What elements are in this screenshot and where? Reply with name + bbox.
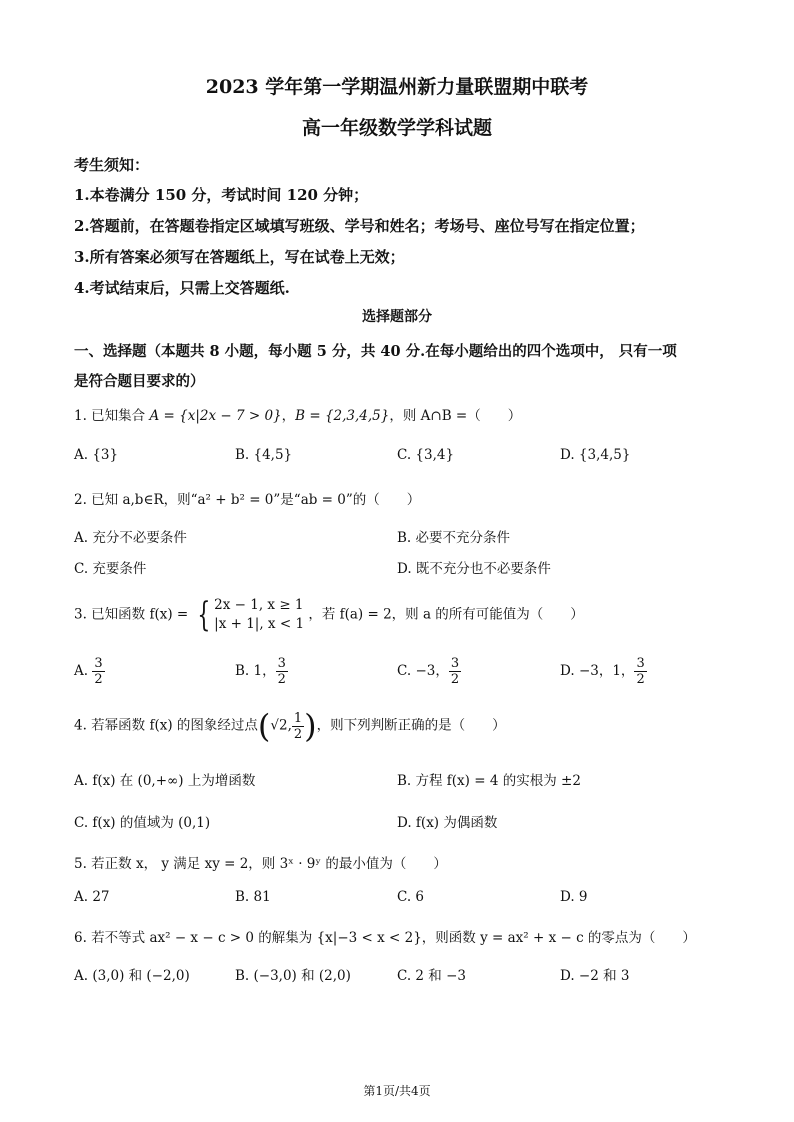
- left-brace: {: [196, 595, 210, 635]
- question-1-separator: ，: [281, 408, 296, 424]
- option-label: B.: [235, 663, 250, 679]
- option-prefix: −3，1，: [578, 663, 635, 679]
- question-3: [74, 596, 584, 634]
- set-a-formula: A = {x|2x − 7 > 0}: [149, 408, 282, 424]
- piece-2: |x + 1|, x < 1: [214, 616, 305, 632]
- question-1-option-a: A. {3}: [74, 447, 119, 463]
- option-prefix: 1，: [253, 663, 276, 679]
- set-b-formula: B = {2,3,4,5}: [295, 408, 390, 424]
- question-3-prefix: 3. 已知函数 f(x) =: [74, 606, 189, 623]
- question-3-option-d: [560, 656, 647, 687]
- question-5: 5. 若正数 x， y 满足 xy = 2，则 3ˣ · 9ʸ 的最小值为（ ）: [74, 856, 447, 872]
- question-6: 6. 若不等式 ax² − x − c > 0 的解集为 {x|−3 < x < 2}，则函数 y = ax² + x − c 的零点为（ ）: [74, 930, 696, 946]
- question-3-option-b: [235, 656, 288, 687]
- denominator: 2: [277, 672, 286, 687]
- option-label: A.: [74, 663, 89, 679]
- numerator: 3: [94, 656, 103, 671]
- question-3-option-c: [397, 656, 461, 687]
- question-6-option-b: B. (−3,0) 和 (2,0): [235, 968, 351, 984]
- exam-title: 2023 学年第一学期温州新力量联盟期中联考: [205, 76, 589, 98]
- question-1: [74, 404, 521, 424]
- question-3-suffix: ，若 f(a) = 2，则 a 的所有可能值为（ ）: [308, 606, 584, 623]
- option-prefix: −3，: [415, 663, 449, 679]
- note-item: 3.所有答案必须写在答题纸上，写在试卷上无效；: [74, 248, 405, 266]
- section-instruction: 一、选择题（本题共 8 小题，每小题 5 分，共 40 分.在每小题给出的四个选项中， 只有一项: [74, 343, 677, 360]
- question-4-option-d: D. f(x) 为偶函数: [397, 815, 498, 831]
- question-3-option-a: [74, 656, 105, 687]
- numerator: 1: [293, 710, 303, 726]
- numerator: 3: [450, 656, 460, 671]
- question-5-option-d: D. 9: [560, 889, 588, 905]
- question-1-suffix: ，则 A∩B =（ ）: [389, 408, 522, 424]
- left-paren: (: [257, 707, 271, 745]
- question-4-prefix: 4. 若幂函数 f(x) 的图象经过点: [74, 717, 258, 734]
- piecewise-definition: [214, 596, 304, 634]
- question-6-option-c: C. 2 和 −3: [397, 968, 467, 984]
- option-label: D.: [560, 663, 575, 679]
- question-2-option-d: D. 既不充分也不必要条件: [397, 561, 551, 577]
- notes-heading: 考生须知：: [74, 156, 150, 174]
- question-5-option-c: C. 6: [397, 889, 425, 905]
- denominator: 2: [450, 672, 460, 687]
- section-title: 选择题部分: [362, 309, 432, 325]
- denominator: 2: [94, 672, 103, 687]
- question-2: 2. 已知 a,b∈R，则“a² + b² = 0”是“ab = 0”的（ ）: [74, 492, 421, 508]
- question-4-option-a: A. f(x) 在 (0,+∞) 上为增函数: [74, 773, 256, 789]
- fraction: [92, 656, 104, 687]
- option-label: C.: [397, 663, 412, 679]
- question-2-option-a: A. 充分不必要条件: [74, 530, 187, 546]
- question-4-suffix: ，则下列判断正确的是（ ）: [316, 717, 506, 734]
- numerator: 3: [636, 656, 645, 671]
- question-2-option-b: B. 必要不充分条件: [397, 530, 511, 546]
- denominator: 2: [636, 672, 645, 687]
- question-2-option-c: C. 充要条件: [74, 561, 147, 577]
- question-5-option-b: B. 81: [235, 889, 271, 905]
- question-4-option-b: B. 方程 f(x) = 4 的实根为 ±2: [397, 773, 581, 789]
- question-6-option-d: D. −2 和 3: [560, 968, 630, 984]
- section-instruction-cont: 是符合题目要求的）: [74, 373, 205, 390]
- fraction: [449, 656, 461, 687]
- note-item: 2.答题前，在答题卷指定区域填写班级、学号和姓名；考场号、座位号写在指定位置；: [74, 217, 645, 235]
- fraction: [634, 656, 646, 687]
- exam-subtitle: 高一年级数学学科试题: [301, 117, 492, 139]
- question-4: [74, 707, 506, 745]
- note-item: 4.考试结束后，只需上交答题纸.: [74, 279, 290, 297]
- page-number: 第1页/共4页: [363, 1084, 431, 1098]
- question-6-option-a: A. (3,0) 和 (−2,0): [74, 968, 190, 984]
- point-x: √2,: [270, 717, 292, 734]
- numerator: 3: [277, 656, 286, 671]
- denominator: 2: [293, 726, 303, 742]
- question-1-option-c: C. {3,4}: [397, 447, 455, 463]
- question-4-option-c: C. f(x) 的值域为 (0,1): [74, 815, 211, 831]
- piece-1: 2x − 1, x ≥ 1: [214, 597, 304, 613]
- right-paren: ): [304, 707, 317, 745]
- note-item: 1.本卷满分 150 分，考试时间 120 分钟；: [74, 186, 369, 204]
- question-1-option-b: B. {4,5}: [235, 447, 293, 463]
- fraction: [276, 656, 288, 687]
- question-5-option-a: A. 27: [74, 889, 110, 905]
- question-1-option-d: D. {3,4,5}: [560, 447, 631, 463]
- question-1-prefix: 1. 已知集合: [74, 408, 146, 424]
- fraction: [292, 711, 304, 742]
